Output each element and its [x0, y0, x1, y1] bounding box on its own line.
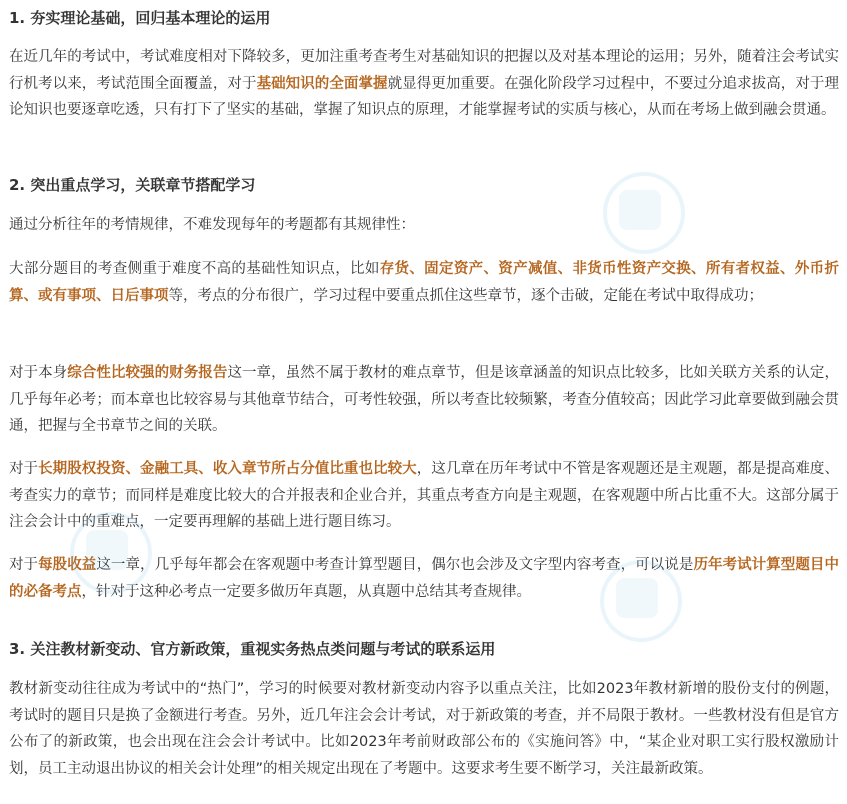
text-run: 通过分析往年的考情规律，不难发现每年的考题都有其规律性：	[9, 217, 415, 233]
section-heading-3: 3. 关注教材新变动、官方新政策，重视实务热点类问题与考试的联系运用	[9, 640, 496, 658]
section-heading-1: 1. 夯实理论基础，回归基本理论的运用	[9, 9, 271, 27]
highlighted-text: 长期股权投资、金融工具、收入章节所占分值比重也比较大	[38, 461, 417, 477]
text-run: 对于	[9, 557, 39, 573]
paragraph	[9, 256, 839, 309]
paragraph	[9, 212, 415, 239]
text-run: 这一章，几乎每年都会在客观题中考查计算型题目，偶尔也会涉及文字型内容考查，可以说是	[96, 557, 694, 573]
text-run: 教材新变动往往成为考试中的“热门”，学习的时候要对教材新变动内容予以重点关注，比如2023年教材新增的股份支付的例题，考试时的题目只是换了金额进行考查。另外，近几年注会会计考试，对于新政策的考查，并不局限于教材。一些教材没有但是官方公布了的新政策，也会出现在注会会计考试中。比如2023年考前财政部公布的《实施问答》中，“某企业对职工实行股权激励计划，员工主动退出协议的相关会计处理”的相关规定出现在了考题中。这要求考生要不断学习，关注最新政策。	[9, 681, 839, 777]
watermark-logo-icon	[603, 172, 685, 254]
text-run: 对于	[9, 461, 39, 477]
text-run: 在近几年的考试中，考试难度相对下降较多，更加注重考查考生对基础知识的把握以及对基本理论的运用；另外，随着注会考试实行机考以来，考试范围全面覆盖，对于	[9, 49, 839, 92]
highlighted-text: 每股收益	[38, 557, 97, 573]
highlighted-text: 综合性比较强的财务报告	[67, 365, 228, 381]
paragraph	[9, 552, 839, 605]
paragraph	[9, 44, 839, 124]
text-run: 大部分题目的考查侧重于难度不高的基础性知识点，比如	[9, 261, 380, 277]
text-run: ，针对于这种必考点一定要多做历年真题，从真题中总结其考查规律。	[81, 583, 531, 600]
text-run: 对于本身	[9, 365, 68, 381]
text-run: ，这几章在历年考试中不管是客观题还是主观题，都是提高难度、考查实力的章节；而同样是难度比较大的合并报表和企业合并，其重点考查方向是主观题，在客观题中所占比重不大。这部分属于注会会计中的重难点，一定要再理解的基础上进行题目练习。	[9, 461, 839, 530]
section-heading-2: 2. 突出重点学习，关联章节搭配学习	[9, 176, 256, 194]
highlighted-text: 历年考试计算型题目中的必备考点	[9, 557, 839, 600]
text-run: 就显得更加重要。在强化阶段学习过程中，不要过分追求拔高，对于理论知识也要逐章吃透，只有打下了坚实的基础，掌握了知识点的原理，才能掌握考试的实质与核心，从而在考场上做到融会贯通。	[9, 75, 839, 118]
paragraph	[9, 456, 839, 536]
paragraph	[9, 676, 839, 782]
text-run: 等，考点的分布很广，学习过程中要重点抓住这些章节，逐个击破，定能在考试中取得成功；	[168, 287, 763, 304]
highlighted-text: 基础知识的全面掌握	[256, 75, 388, 92]
highlighted-text: 存货、固定资产、资产减值、非货币性资产交换、所有者权益、外币折算、或有事项、日后事项	[9, 261, 840, 304]
text-run: 这一章，虽然不属于教材的难点章节，但是该章涵盖的知识点比较多，比如关联方关系的认定，几乎每年必考；而本章也比较容易与其他章节结合，可考性较强，所以考查比较频繁，考查分值较高；因此学习此章要做到融会贯通，把握与全书章节之间的关联。	[9, 365, 839, 434]
paragraph	[9, 360, 839, 440]
